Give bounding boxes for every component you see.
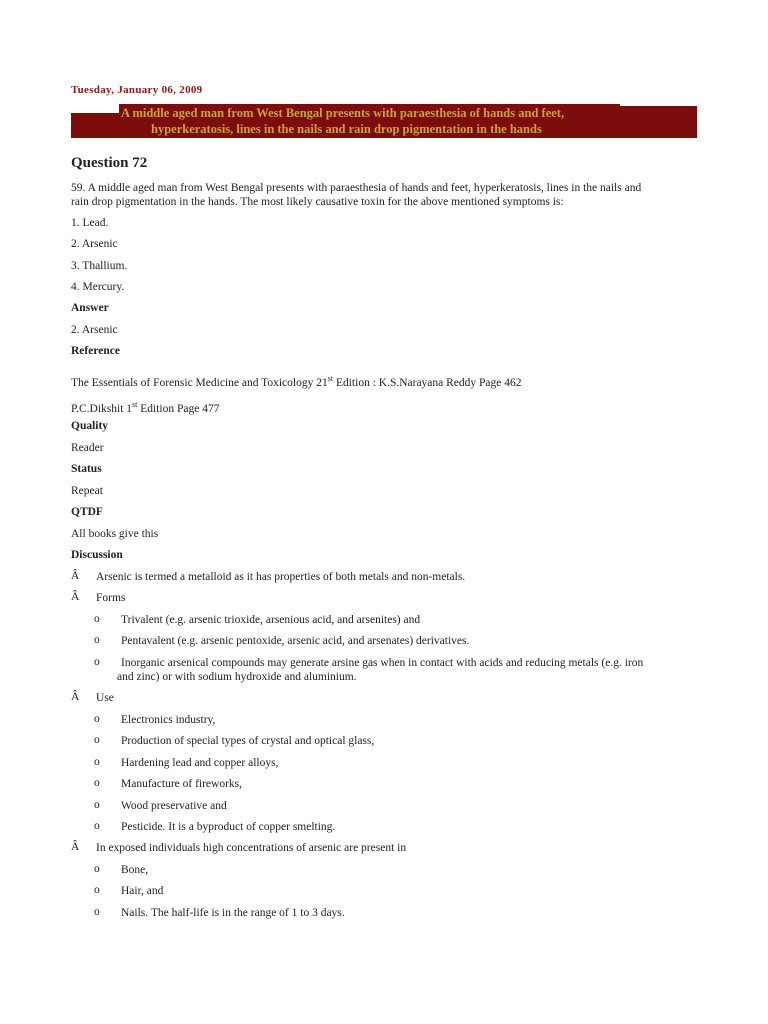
form-item: Inorganic arsenical compounds may generate arsine gas when in contact with acids and reducing metals (e.g. iron [121, 657, 644, 669]
qtdf-value: All books give this [71, 528, 159, 540]
use-item: Production of special types of crystal and optical glass, [121, 735, 375, 747]
bullet-glyph: Â [71, 591, 80, 603]
sub-bullet-glyph: o [94, 656, 100, 668]
discussion-point-use: Use [96, 692, 114, 704]
option-3: 3. Thallium. [71, 260, 128, 272]
discussion-point-forms: Forms [96, 592, 126, 604]
discussion-point-1: Arsenic is termed a metalloid as it has properties of both metals and non-metals. [96, 571, 466, 583]
present-in-item: Nails. The half-life is in the range of 1 to 3 days. [121, 907, 345, 919]
present-in-item: Bone, [121, 864, 149, 876]
use-item: Manufacture of fireworks, [121, 778, 243, 790]
reference-2 [71, 398, 219, 416]
form-item: Pentavalent (e.g. arsenic pentoxide, arsenic acid, and arsenates) derivatives. [121, 635, 470, 647]
answer-value: 2. Arsenic [71, 324, 118, 336]
reference-1-sup: st [327, 374, 334, 383]
quality-heading: Quality [71, 420, 109, 432]
form-item-continuation: and zinc) or with sodium hydroxide and aluminium. [117, 671, 357, 683]
title-banner [71, 104, 697, 138]
reference-1 [71, 372, 522, 390]
banner-title-line-1: A middle aged man from West Bengal presents with paraesthesia of hands and feet, [121, 106, 565, 120]
use-item: Hardening lead and copper alloys, [121, 757, 279, 769]
sub-bullet-glyph: o [94, 863, 100, 875]
sub-bullet-glyph: o [94, 906, 100, 918]
banner-title-line-2: hyperkeratosis, lines in the nails and rain drop pigmentation in the hands [151, 122, 542, 136]
option-1: 1. Lead. [71, 217, 109, 229]
reference-2-sup: st [132, 400, 138, 409]
post-date: Tuesday, January 06, 2009 [71, 84, 203, 96]
reference-2-rest: Edition Page 477 [137, 402, 220, 415]
sub-bullet-glyph: o [94, 820, 100, 832]
sub-bullet-glyph: o [94, 634, 100, 646]
use-item: Electronics industry, [121, 714, 216, 726]
status-heading: Status [71, 463, 102, 475]
bullet-glyph: Â [71, 691, 80, 703]
sub-bullet-glyph: o [94, 713, 100, 725]
option-2: 2. Arsenic [71, 238, 118, 250]
question-text-line-1: 59. A middle aged man from West Bengal presents with paraesthesia of hands and feet, hyperkeratosis, lines in the nails and [71, 182, 642, 194]
bullet-glyph: Â [71, 841, 80, 853]
reference-2-title: P.C.Dikshit 1 [71, 402, 133, 415]
reference-1-rest: Edition : K.S.Narayana Reddy Page 462 [333, 376, 522, 389]
question-text-line-2: rain drop pigmentation in the hands. The most likely causative toxin for the above mentioned symptoms is: [71, 196, 564, 208]
discussion-heading: Discussion [71, 549, 123, 561]
quality-value: Reader [71, 442, 104, 454]
sub-bullet-glyph: o [94, 756, 100, 768]
status-value: Repeat [71, 485, 103, 497]
sub-bullet-glyph: o [94, 734, 100, 746]
form-item: Trivalent (e.g. arsenic trioxide, arsenious acid, and arsenites) and [121, 614, 421, 626]
present-in-item: Hair, and [121, 885, 164, 897]
reference-heading: Reference [71, 345, 120, 357]
sub-bullet-glyph: o [94, 777, 100, 789]
use-item: Pesticide. It is a byproduct of copper smelting. [121, 821, 336, 833]
question-title: Question 72 [71, 155, 148, 171]
sub-bullet-glyph: o [94, 613, 100, 625]
discussion-point-present-in: In exposed individuals high concentrations of arsenic are present in [96, 842, 407, 854]
reference-1-title: The Essentials of Forensic Medicine and Toxicology 21 [71, 376, 328, 389]
qtdf-heading: QTDF [71, 506, 103, 518]
use-item: Wood preservative and [121, 800, 227, 812]
answer-heading: Answer [71, 302, 109, 314]
bullet-glyph: Â [71, 570, 80, 582]
option-4: 4. Mercury. [71, 281, 125, 293]
sub-bullet-glyph: o [94, 799, 100, 811]
sub-bullet-glyph: o [94, 884, 100, 896]
